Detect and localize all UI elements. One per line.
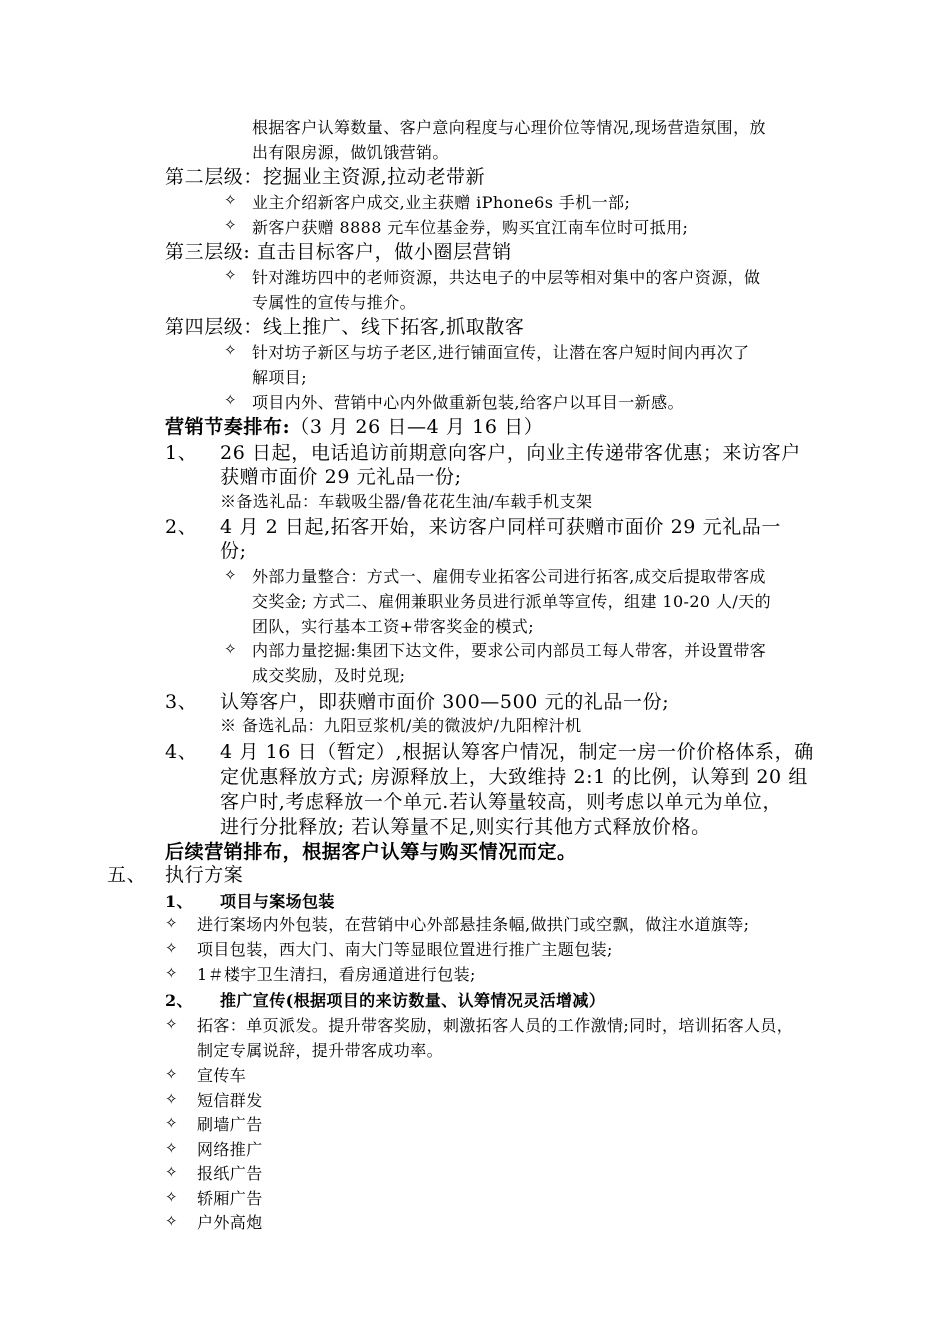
sub-bullet-text: 外部力量整合：方式一、雇佣专业拓客公司进行拓客,成交后提取带客成 [252, 567, 766, 586]
bullet-text: 专属性的宣传与推介。 [252, 293, 417, 312]
item-number: 4、 [165, 741, 198, 763]
level-heading: 第二层级：挖掘业主资源,拉动老带新 [165, 166, 486, 188]
diamond-bullet-icon: ✧ [165, 1015, 178, 1033]
diamond-bullet-icon: ✧ [165, 939, 178, 957]
item-text: 4 月 16 日（暂定）,根据认筹客户情况，制定一房一价价格体系，确 [220, 741, 814, 763]
diamond-bullet-icon: ✧ [165, 1187, 178, 1206]
level-heading: 第三层级: 直击目标客户，做小圈层营销 [165, 241, 512, 263]
item-text: 进行分批释放; 若认筹量不足,则实行其他方式释放价格。 [220, 816, 711, 838]
bullet-text: 制定专属说辞，提升带客成功率。 [197, 1041, 444, 1060]
diamond-bullet-icon: ✧ [165, 1089, 178, 1108]
promo-channel-item: 宣传车 [197, 1066, 247, 1085]
diamond-bullet-icon: ✧ [165, 1065, 178, 1083]
item-text: 份; [220, 540, 247, 562]
bullet-text: 解项目; [252, 368, 307, 387]
promo-channel-item: 轿厢广告 [197, 1188, 263, 1208]
sub-bullet-text: 成交奖励，及时兑现; [252, 666, 406, 685]
diamond-bullet-icon: ✧ [224, 391, 237, 409]
diamond-bullet-icon: ✧ [224, 566, 237, 584]
bullet-text: 项目内外、营销中心内外做重新包装,给客户以耳目一新感。 [252, 393, 684, 412]
subsection-title: 推广宣传(根据项目的来访数量、认筹情况灵活增减） [220, 991, 606, 1010]
item-number: 3、 [165, 691, 198, 713]
bullet-text: 1＃楼宇卫生清扫，看房通道进行包装; [197, 965, 476, 984]
diamond-bullet-icon: ✧ [165, 1212, 178, 1230]
gift-note: ※备选礼品：车载吸尘器/鲁花花生油/车载手机支架 [220, 492, 593, 511]
promo-channel-item: 报纸广告 [197, 1164, 263, 1183]
sub-bullet-text: 内部力量挖掘:集团下达文件，要求公司内部员工每人带客，并设置带客 [252, 641, 767, 660]
bullet-text: 针对潍坊四中的老师资源，共达电子的中层等相对集中的客户资源，做 [252, 268, 761, 287]
diamond-bullet-icon: ✧ [165, 1138, 178, 1157]
sub-bullet-text: 交奖金; 方式二、雇佣兼职业务员进行派单等宣传，组建 10-20 人/天的 [252, 592, 771, 611]
diamond-bullet-icon: ✧ [165, 1163, 178, 1181]
diamond-bullet-icon: ✧ [224, 191, 237, 209]
subsection-number: 1、 [165, 892, 193, 911]
subsection-title: 项目与案场包装 [220, 892, 335, 911]
paragraph-line: 根据客户认筹数量、客户意向程度与心理价位等情况,现场营造氛围，放 [252, 118, 766, 137]
rhythm-heading-dates: （3 月 26 日—4 月 16 日） [290, 416, 544, 438]
bullet-text: 新客户获赠 8888 元车位基金券，购买宜江南车位时可抵用; [252, 218, 689, 237]
item-number: 2、 [165, 516, 198, 538]
subsection-number: 2、 [165, 991, 193, 1010]
diamond-bullet-icon: ✧ [224, 341, 237, 359]
item-text: 认筹客户，即获赠市面价 300—500 元的礼品一份; [220, 691, 670, 713]
diamond-bullet-icon: ✧ [165, 1114, 178, 1132]
bullet-text: 针对坊子新区与坊子老区,进行铺面宣传，让潜在客户短时间内再次了 [252, 343, 750, 362]
bullet-text: 进行案场内外包装，在营销中心外部悬挂条幅,做拱门或空飘，做注水道旗等; [197, 915, 750, 934]
item-text: 客户时,考虑释放一个单元.若认筹量较高，则考虑以单元为单位， [220, 791, 783, 813]
bullet-text: 拓客：单页派发。提升带客奖励，刺激拓客人员的工作激情;同时，培训拓客人员， [197, 1016, 794, 1035]
item-text: 定优惠释放方式; 房源释放上，大致维持 2:1 的比例，认筹到 20 组 [220, 766, 808, 788]
level-heading: 第四层级：线上推广、线下拓客,抓取散客 [165, 316, 525, 338]
rhythm-heading-bold: 营销节奏排布: [165, 416, 291, 438]
bullet-text: 项目包装，西大门、南大门等显眼位置进行推广主题包装; [197, 940, 613, 959]
item-text: 4 月 2 日起,拓客开始，来访客户同样可获赠市面价 29 元礼品一 [220, 516, 781, 538]
section-number: 五、 [107, 864, 147, 886]
sub-bullet-text: 团队，实行基本工资+带客奖金的模式; [252, 617, 534, 636]
diamond-bullet-icon: ✧ [224, 216, 237, 234]
promo-channel-item: 刷墙广告 [197, 1115, 263, 1134]
item-text: 26 日起，电话追访前期意向客户，向业主传递带客优惠；来访客户 [220, 442, 801, 464]
diamond-bullet-icon: ✧ [224, 640, 237, 658]
item-text: 获赠市面价 29 元礼品一份; [220, 466, 462, 488]
promo-channel-item: 户外高炮 [197, 1213, 263, 1232]
section-title: 执行方案 [165, 864, 244, 886]
followup-note: 后续营销排布，根据客户认筹与购买情况而定。 [165, 841, 577, 863]
promo-channel-item: 网络推广 [197, 1139, 263, 1159]
diamond-bullet-icon: ✧ [224, 266, 237, 284]
item-number: 1、 [165, 442, 198, 464]
diamond-bullet-icon: ✧ [165, 914, 178, 932]
gift-note: ※ 备选礼品：九阳豆浆机/美的微波炉/九阳榨汁机 [220, 716, 582, 735]
paragraph-line: 出有限房源，做饥饿营销。 [252, 143, 449, 162]
promo-channel-item: 短信群发 [197, 1090, 263, 1110]
rhythm-heading [165, 412, 543, 439]
bullet-text: 业主介绍新客户成交,业主获赠 iPhone6s 手机一部; [252, 193, 631, 212]
diamond-bullet-icon: ✧ [165, 964, 178, 982]
